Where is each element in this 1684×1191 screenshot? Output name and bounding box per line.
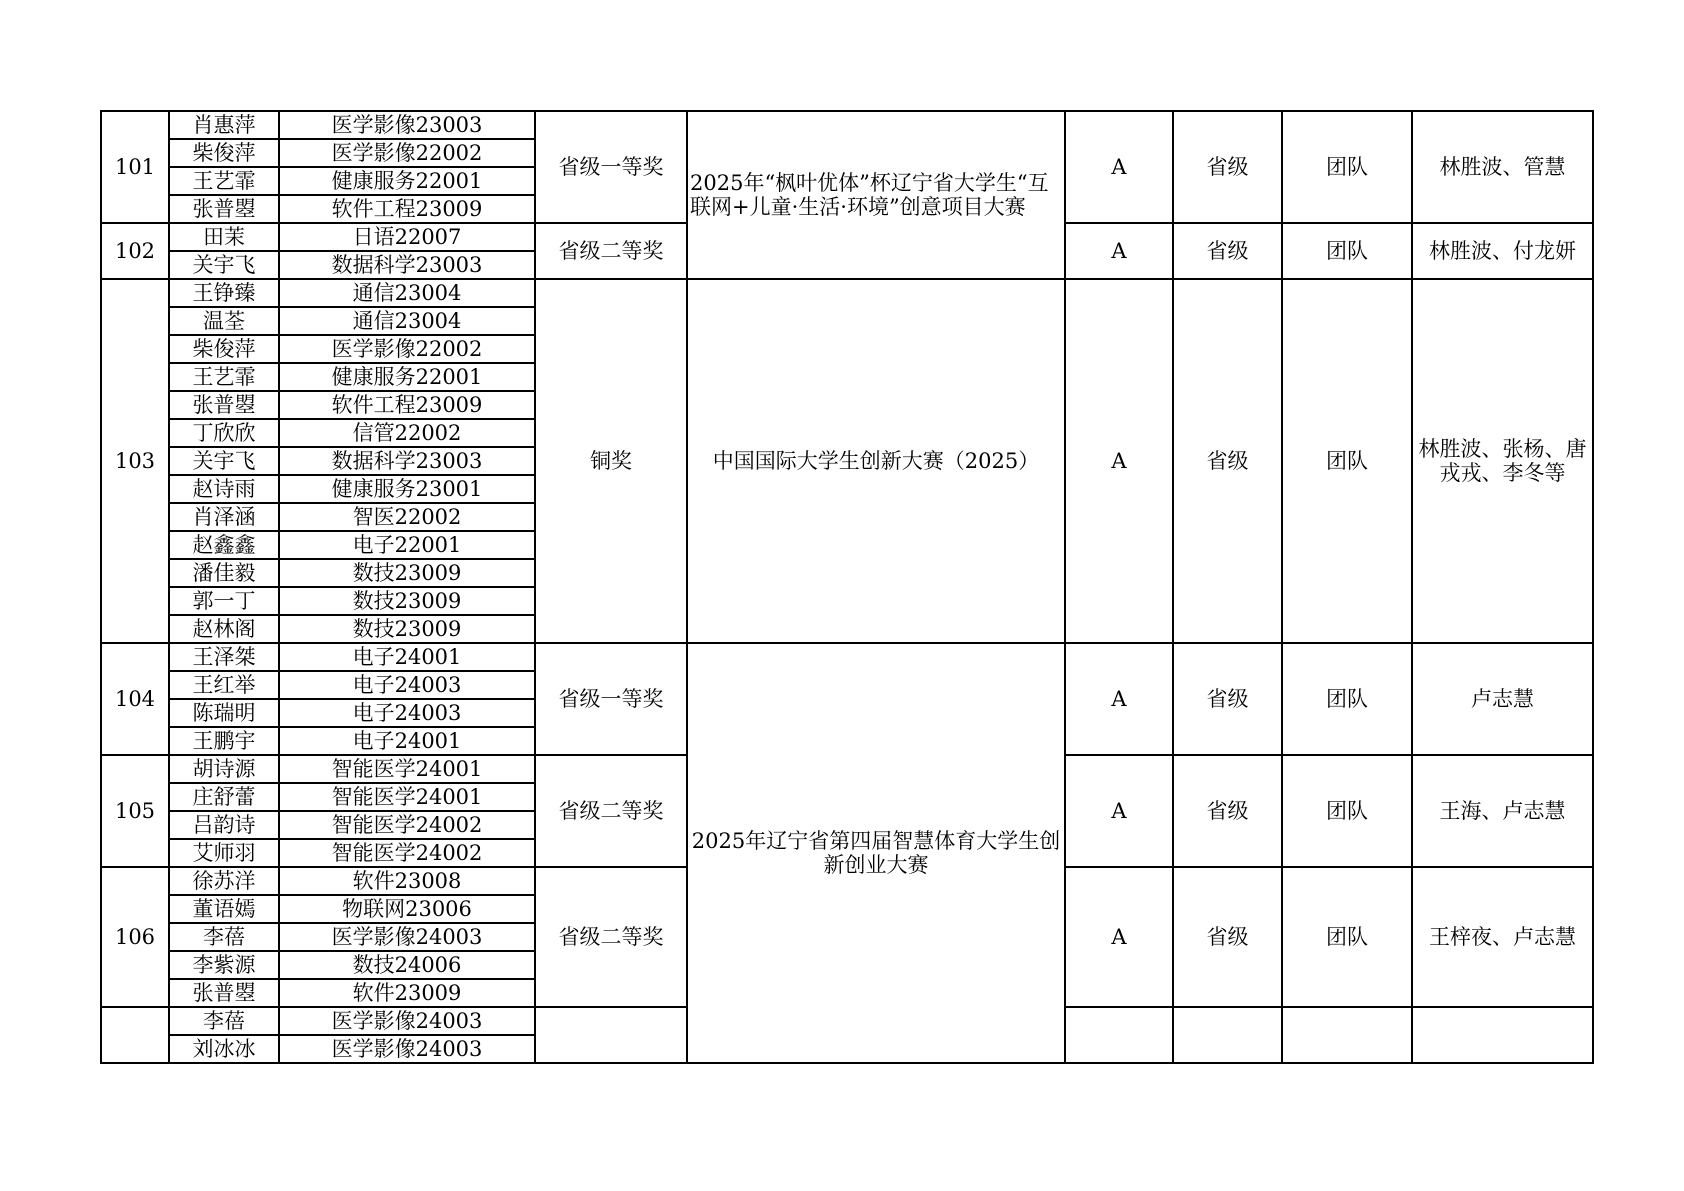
student-name-cell: 王红举	[169, 671, 279, 699]
student-class-cell: 医学影像24003	[279, 1007, 535, 1035]
student-class-cell: 健康服务22001	[279, 363, 535, 391]
student-name-cell: 关宇飞	[169, 447, 279, 475]
student-name-cell: 吕韵诗	[169, 811, 279, 839]
participation-type-cell	[1282, 1007, 1412, 1063]
award-level-cell: 省级二等奖	[535, 867, 687, 1007]
student-class-cell: 医学影像24003	[279, 1035, 535, 1063]
student-class-cell: 信管22002	[279, 419, 535, 447]
participation-type-cell: 团队	[1282, 755, 1412, 867]
student-class-cell: 数技23009	[279, 559, 535, 587]
student-name-cell: 张普曌	[169, 391, 279, 419]
student-name-cell: 赵鑫鑫	[169, 531, 279, 559]
level-cell: 省级	[1173, 223, 1282, 279]
category-cell: A	[1065, 755, 1173, 867]
level-cell: 省级	[1173, 755, 1282, 867]
entry-number-cell: 105	[101, 755, 169, 867]
award-level-cell: 省级二等奖	[535, 223, 687, 279]
student-name-cell: 李蓓	[169, 1007, 279, 1035]
award-level-cell: 省级一等奖	[535, 111, 687, 223]
entry-number-cell: 102	[101, 223, 169, 279]
student-class-cell: 医学影像23003	[279, 111, 535, 139]
award-level-cell: 省级一等奖	[535, 643, 687, 755]
advisor-cell	[1412, 1007, 1593, 1063]
student-name-cell: 徐苏洋	[169, 867, 279, 895]
student-class-cell: 软件23008	[279, 867, 535, 895]
entry-number-cell: 101	[101, 111, 169, 223]
student-name-cell: 艾师羽	[169, 839, 279, 867]
competition-name-cell: 2025年“枫叶优体”杯辽宁省大学生“互联网+儿童·生活·环境”创意项目大赛	[687, 111, 1065, 279]
level-cell: 省级	[1173, 867, 1282, 1007]
student-name-cell: 庄舒蕾	[169, 783, 279, 811]
category-cell: A	[1065, 111, 1173, 223]
table-row	[101, 111, 1593, 139]
student-name-cell: 赵诗雨	[169, 475, 279, 503]
student-class-cell: 数据科学23003	[279, 251, 535, 279]
student-name-cell: 肖惠萍	[169, 111, 279, 139]
competition-name-cell: 2025年辽宁省第四届智慧体育大学生创新创业大赛	[687, 643, 1065, 1063]
student-name-cell: 王铮臻	[169, 279, 279, 307]
award-level-cell: 铜奖	[535, 279, 687, 643]
student-name-cell: 王艺霏	[169, 363, 279, 391]
category-cell: A	[1065, 279, 1173, 643]
student-class-cell: 电子24001	[279, 727, 535, 755]
category-cell: A	[1065, 643, 1173, 755]
student-class-cell: 医学影像22002	[279, 139, 535, 167]
student-class-cell: 数技23009	[279, 587, 535, 615]
student-name-cell: 丁欣欣	[169, 419, 279, 447]
student-class-cell: 智能医学24001	[279, 755, 535, 783]
advisor-cell: 林胜波、付龙妍	[1412, 223, 1593, 279]
student-class-cell: 智能医学24002	[279, 839, 535, 867]
table-row	[101, 643, 1593, 671]
student-class-cell: 数技23009	[279, 615, 535, 643]
award-level-cell	[535, 1007, 687, 1063]
competition-name-cell: 中国国际大学生创新大赛（2025）	[687, 279, 1065, 643]
student-name-cell: 王鹏宇	[169, 727, 279, 755]
award-table	[100, 110, 1594, 1064]
student-name-cell: 赵林阁	[169, 615, 279, 643]
student-name-cell: 柴俊萍	[169, 335, 279, 363]
student-class-cell: 医学影像22002	[279, 335, 535, 363]
award-table-body	[101, 111, 1593, 1063]
table-viewport	[96, 108, 1602, 1076]
student-name-cell: 李紫源	[169, 951, 279, 979]
student-class-cell: 软件23009	[279, 979, 535, 1007]
student-name-cell: 温荃	[169, 307, 279, 335]
student-name-cell: 胡诗源	[169, 755, 279, 783]
entry-number-cell: 106	[101, 867, 169, 1007]
participation-type-cell: 团队	[1282, 223, 1412, 279]
student-class-cell: 物联网23006	[279, 895, 535, 923]
student-name-cell: 潘佳毅	[169, 559, 279, 587]
entry-number-cell: 103	[101, 279, 169, 643]
student-class-cell: 智能医学24002	[279, 811, 535, 839]
student-name-cell: 王泽桀	[169, 643, 279, 671]
student-class-cell: 数据科学23003	[279, 447, 535, 475]
advisor-cell: 王梓夜、卢志慧	[1412, 867, 1593, 1007]
student-class-cell: 电子24003	[279, 671, 535, 699]
category-cell: A	[1065, 223, 1173, 279]
student-class-cell: 电子22001	[279, 531, 535, 559]
level-cell: 省级	[1173, 279, 1282, 643]
student-class-cell: 数技24006	[279, 951, 535, 979]
student-name-cell: 董语嫣	[169, 895, 279, 923]
level-cell	[1173, 1007, 1282, 1063]
student-name-cell: 郭一丁	[169, 587, 279, 615]
student-class-cell: 日语22007	[279, 223, 535, 251]
category-cell: A	[1065, 867, 1173, 1007]
student-class-cell: 医学影像24003	[279, 923, 535, 951]
level-cell: 省级	[1173, 111, 1282, 223]
entry-number-cell	[101, 1007, 169, 1063]
advisor-cell: 卢志慧	[1412, 643, 1593, 755]
student-name-cell: 李蓓	[169, 923, 279, 951]
student-class-cell: 软件工程23009	[279, 195, 535, 223]
advisor-cell: 王海、卢志慧	[1412, 755, 1593, 867]
student-class-cell: 智能医学24001	[279, 783, 535, 811]
advisor-cell: 林胜波、张杨、唐戎戎、李冬等	[1412, 279, 1593, 643]
category-cell	[1065, 1007, 1173, 1063]
participation-type-cell: 团队	[1282, 279, 1412, 643]
participation-type-cell: 团队	[1282, 867, 1412, 1007]
student-name-cell: 柴俊萍	[169, 139, 279, 167]
participation-type-cell: 团队	[1282, 111, 1412, 223]
student-name-cell: 王艺霏	[169, 167, 279, 195]
student-name-cell: 陈瑞明	[169, 699, 279, 727]
award-level-cell: 省级二等奖	[535, 755, 687, 867]
advisor-cell: 林胜波、管慧	[1412, 111, 1593, 223]
student-class-cell: 软件工程23009	[279, 391, 535, 419]
student-class-cell: 通信23004	[279, 307, 535, 335]
entry-number-cell: 104	[101, 643, 169, 755]
student-class-cell: 健康服务23001	[279, 475, 535, 503]
student-name-cell: 田茉	[169, 223, 279, 251]
student-class-cell: 健康服务22001	[279, 167, 535, 195]
participation-type-cell: 团队	[1282, 643, 1412, 755]
student-name-cell: 张普曌	[169, 195, 279, 223]
table-row	[101, 279, 1593, 307]
level-cell: 省级	[1173, 643, 1282, 755]
student-class-cell: 智医22002	[279, 503, 535, 531]
student-name-cell: 关宇飞	[169, 251, 279, 279]
student-class-cell: 通信23004	[279, 279, 535, 307]
student-class-cell: 电子24001	[279, 643, 535, 671]
student-name-cell: 刘冰冰	[169, 1035, 279, 1063]
student-name-cell: 张普曌	[169, 979, 279, 1007]
student-name-cell: 肖泽涵	[169, 503, 279, 531]
student-class-cell: 电子24003	[279, 699, 535, 727]
